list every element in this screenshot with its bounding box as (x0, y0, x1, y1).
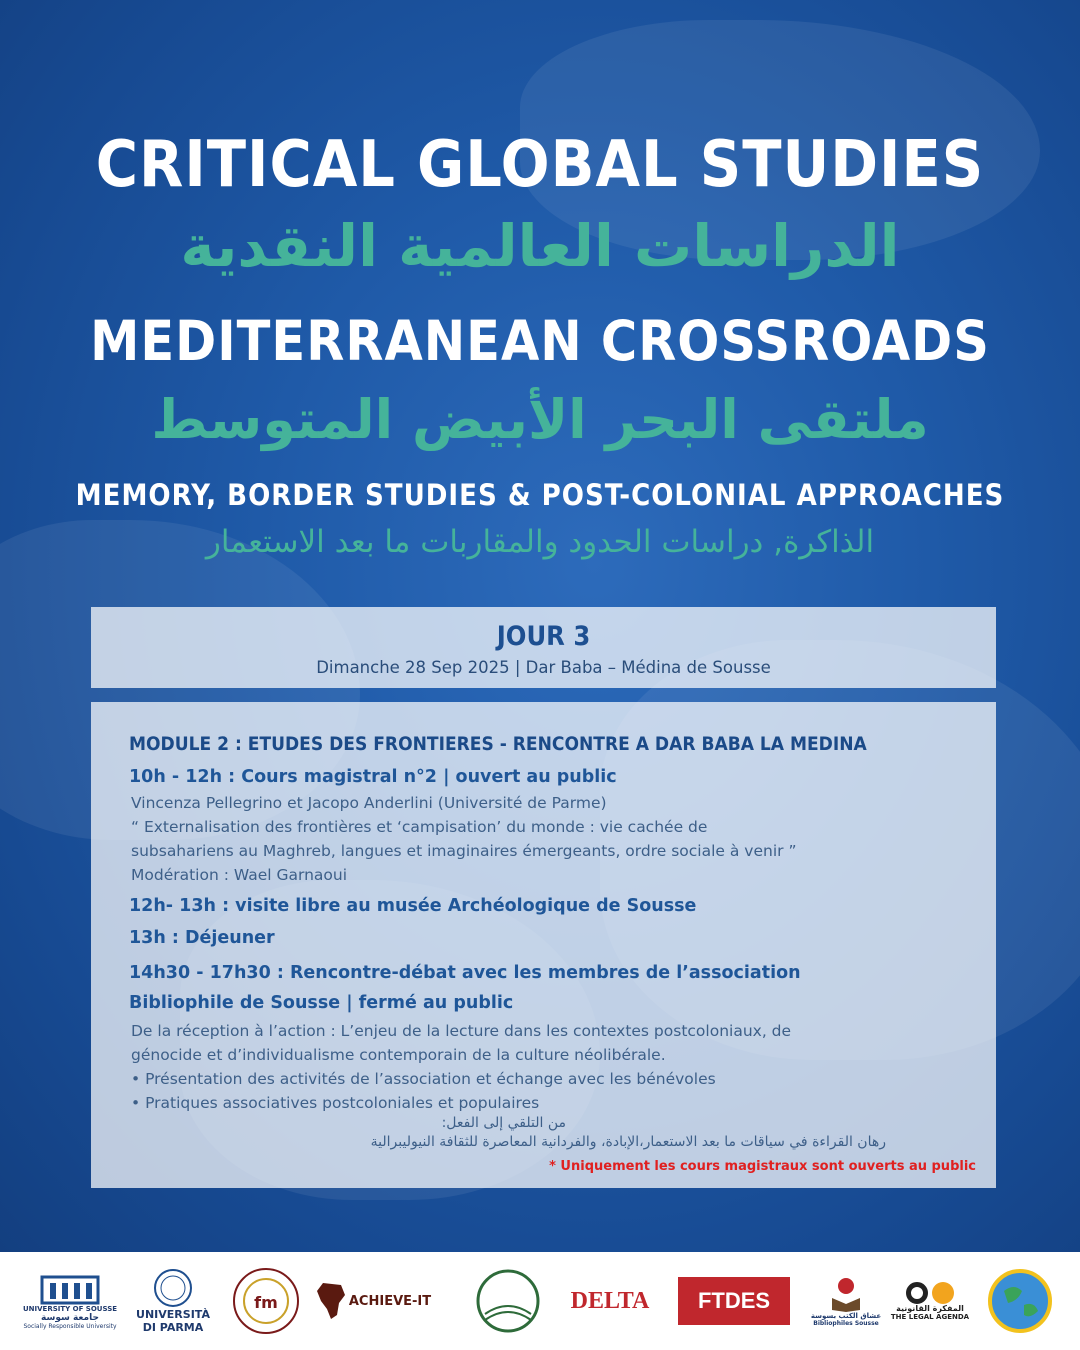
parma-name-2: DI PARMA (142, 1321, 204, 1334)
arabic-line-2: رهان القراءة في سياقات ما بعد الاستعمار،الإبادة، والفردانية المعاصرة للثقافة النيوليبرالية (370, 1134, 886, 1150)
border-studies-logo (470, 1266, 546, 1336)
bibliophiles-sousse-logo (810, 1266, 882, 1336)
session-4-desc-line1: De la réception à l’action : L’enjeu de la lecture dans les contextes postcoloniaux, de (131, 1022, 792, 1040)
parma-name-1: UNIVERSITÀ (136, 1308, 210, 1321)
achieve-it-logo (318, 1266, 432, 1336)
achieve-it-name: ACHIEVE-IT (348, 1293, 432, 1309)
university-of-sousse-logo (22, 1266, 118, 1336)
session-1-speakers: Vincenza Pellegrino et Jacopo Anderlini (Université de Parme) (131, 794, 607, 812)
theme-english: MEMORY, BORDER STUDIES & POST-COLONIAL APPROACHES (75, 478, 1005, 512)
globe-icon (986, 1267, 1054, 1335)
bullet-icon: • (131, 1094, 146, 1112)
session-4-line2: Bibliophile de Sousse | fermé au public (129, 993, 514, 1013)
session-1-time: 10h - 12h : Cours magistral n°2 | ouvert au public (129, 767, 617, 787)
faculty-seal-icon (231, 1266, 301, 1336)
legal-agenda-english: THE LEGAL AGENDA (890, 1312, 970, 1321)
legal-agenda-arabic: المفكرة القانونية (896, 1303, 964, 1313)
session-3: 13h : Déjeuner (129, 928, 275, 948)
biblio-arabic: عشاق الكتب بسوسة (810, 1311, 882, 1320)
module-title: MODULE 2 : ETUDES DES FRONTIERES - RENCONTRE A DAR BABA LA MEDINA (129, 733, 867, 755)
day-title: JOUR 3 (496, 621, 591, 652)
sousse-arabic: جامعة سوسة (41, 1312, 99, 1323)
sousse-name: UNIVERSITY OF SOUSSE (22, 1304, 118, 1313)
session-1-title-line2: subsahariens au Maghreb, langues et imaginaires émergeants, ordre sociale à venir ” (131, 842, 797, 860)
bullet-icon: • (131, 1070, 146, 1088)
faculty-medicine-logo (228, 1266, 304, 1336)
title-english: CRITICAL GLOBAL STUDIES (95, 128, 985, 202)
day-panel (91, 607, 996, 688)
globe-children-logo (982, 1266, 1058, 1336)
legal-agenda-mark-icon (906, 1282, 928, 1304)
border-studies-icon (475, 1268, 541, 1334)
ftdes-logo (676, 1266, 792, 1336)
bullet-item (131, 1094, 539, 1112)
sousse-tagline: Socially Responsible University (23, 1322, 117, 1330)
session-2: 12h- 13h : visite libre au musée Archéologique de Sousse (129, 896, 697, 916)
bullet-text: Présentation des activités de l’association et échange avec les bénévoles (145, 1070, 716, 1088)
bullet-item (131, 1070, 716, 1088)
session-1-moderation: Modération : Wael Garnaoui (131, 866, 348, 884)
delta-logo (560, 1266, 660, 1336)
legal-agenda-logo (888, 1266, 972, 1336)
subtitle-english: MEDITERRANEAN CROSSROADS (90, 309, 990, 373)
biblio-english: Bibliophiles Sousse (813, 1319, 879, 1327)
session-4-desc-line2: génocide et d’individualisme contemporain de la culture néolibérale. (131, 1046, 666, 1064)
public-access-note: * Uniquement les cours magistraux sont ouverts au public (549, 1159, 976, 1174)
session-4-line1: 14h30 - 17h30 : Rencontre-débat avec les membres de l’association (129, 963, 801, 983)
partner-logos-bar (0, 1252, 1080, 1350)
fms-seal-text: fm (254, 1293, 278, 1312)
day-details: Dimanche 28 Sep 2025 | Dar Baba – Médina de Sousse (316, 658, 771, 677)
sousse-building-icon (38, 1273, 102, 1305)
title-arabic: الدراسات العالمية النقدية (180, 212, 900, 280)
parma-seal-icon (153, 1268, 193, 1308)
legal-agenda-dot-icon (932, 1282, 954, 1304)
book-heart-icon (828, 1276, 864, 1312)
theme-arabic: الذاكرة, دراسات الحدود والمقاربات ما بعد الاستعمار (205, 524, 875, 560)
africa-map-icon (315, 1281, 349, 1321)
ftdes-name: FTDES (678, 1277, 790, 1325)
session-1-title-line1: “ Externalisation des frontières et ‘campisation’ du monde : vie cachée de (131, 818, 708, 836)
subtitle-arabic: ملتقى البحر الأبيض المتوسط (151, 388, 929, 451)
delta-name: DELTA (570, 1287, 650, 1314)
arabic-line-1: من التلقي إلى الفعل: (441, 1115, 566, 1131)
bullet-text: Pratiques associatives postcoloniales et populaires (145, 1094, 540, 1112)
program-panel (91, 702, 996, 1188)
universita-di-parma-logo (128, 1266, 218, 1336)
